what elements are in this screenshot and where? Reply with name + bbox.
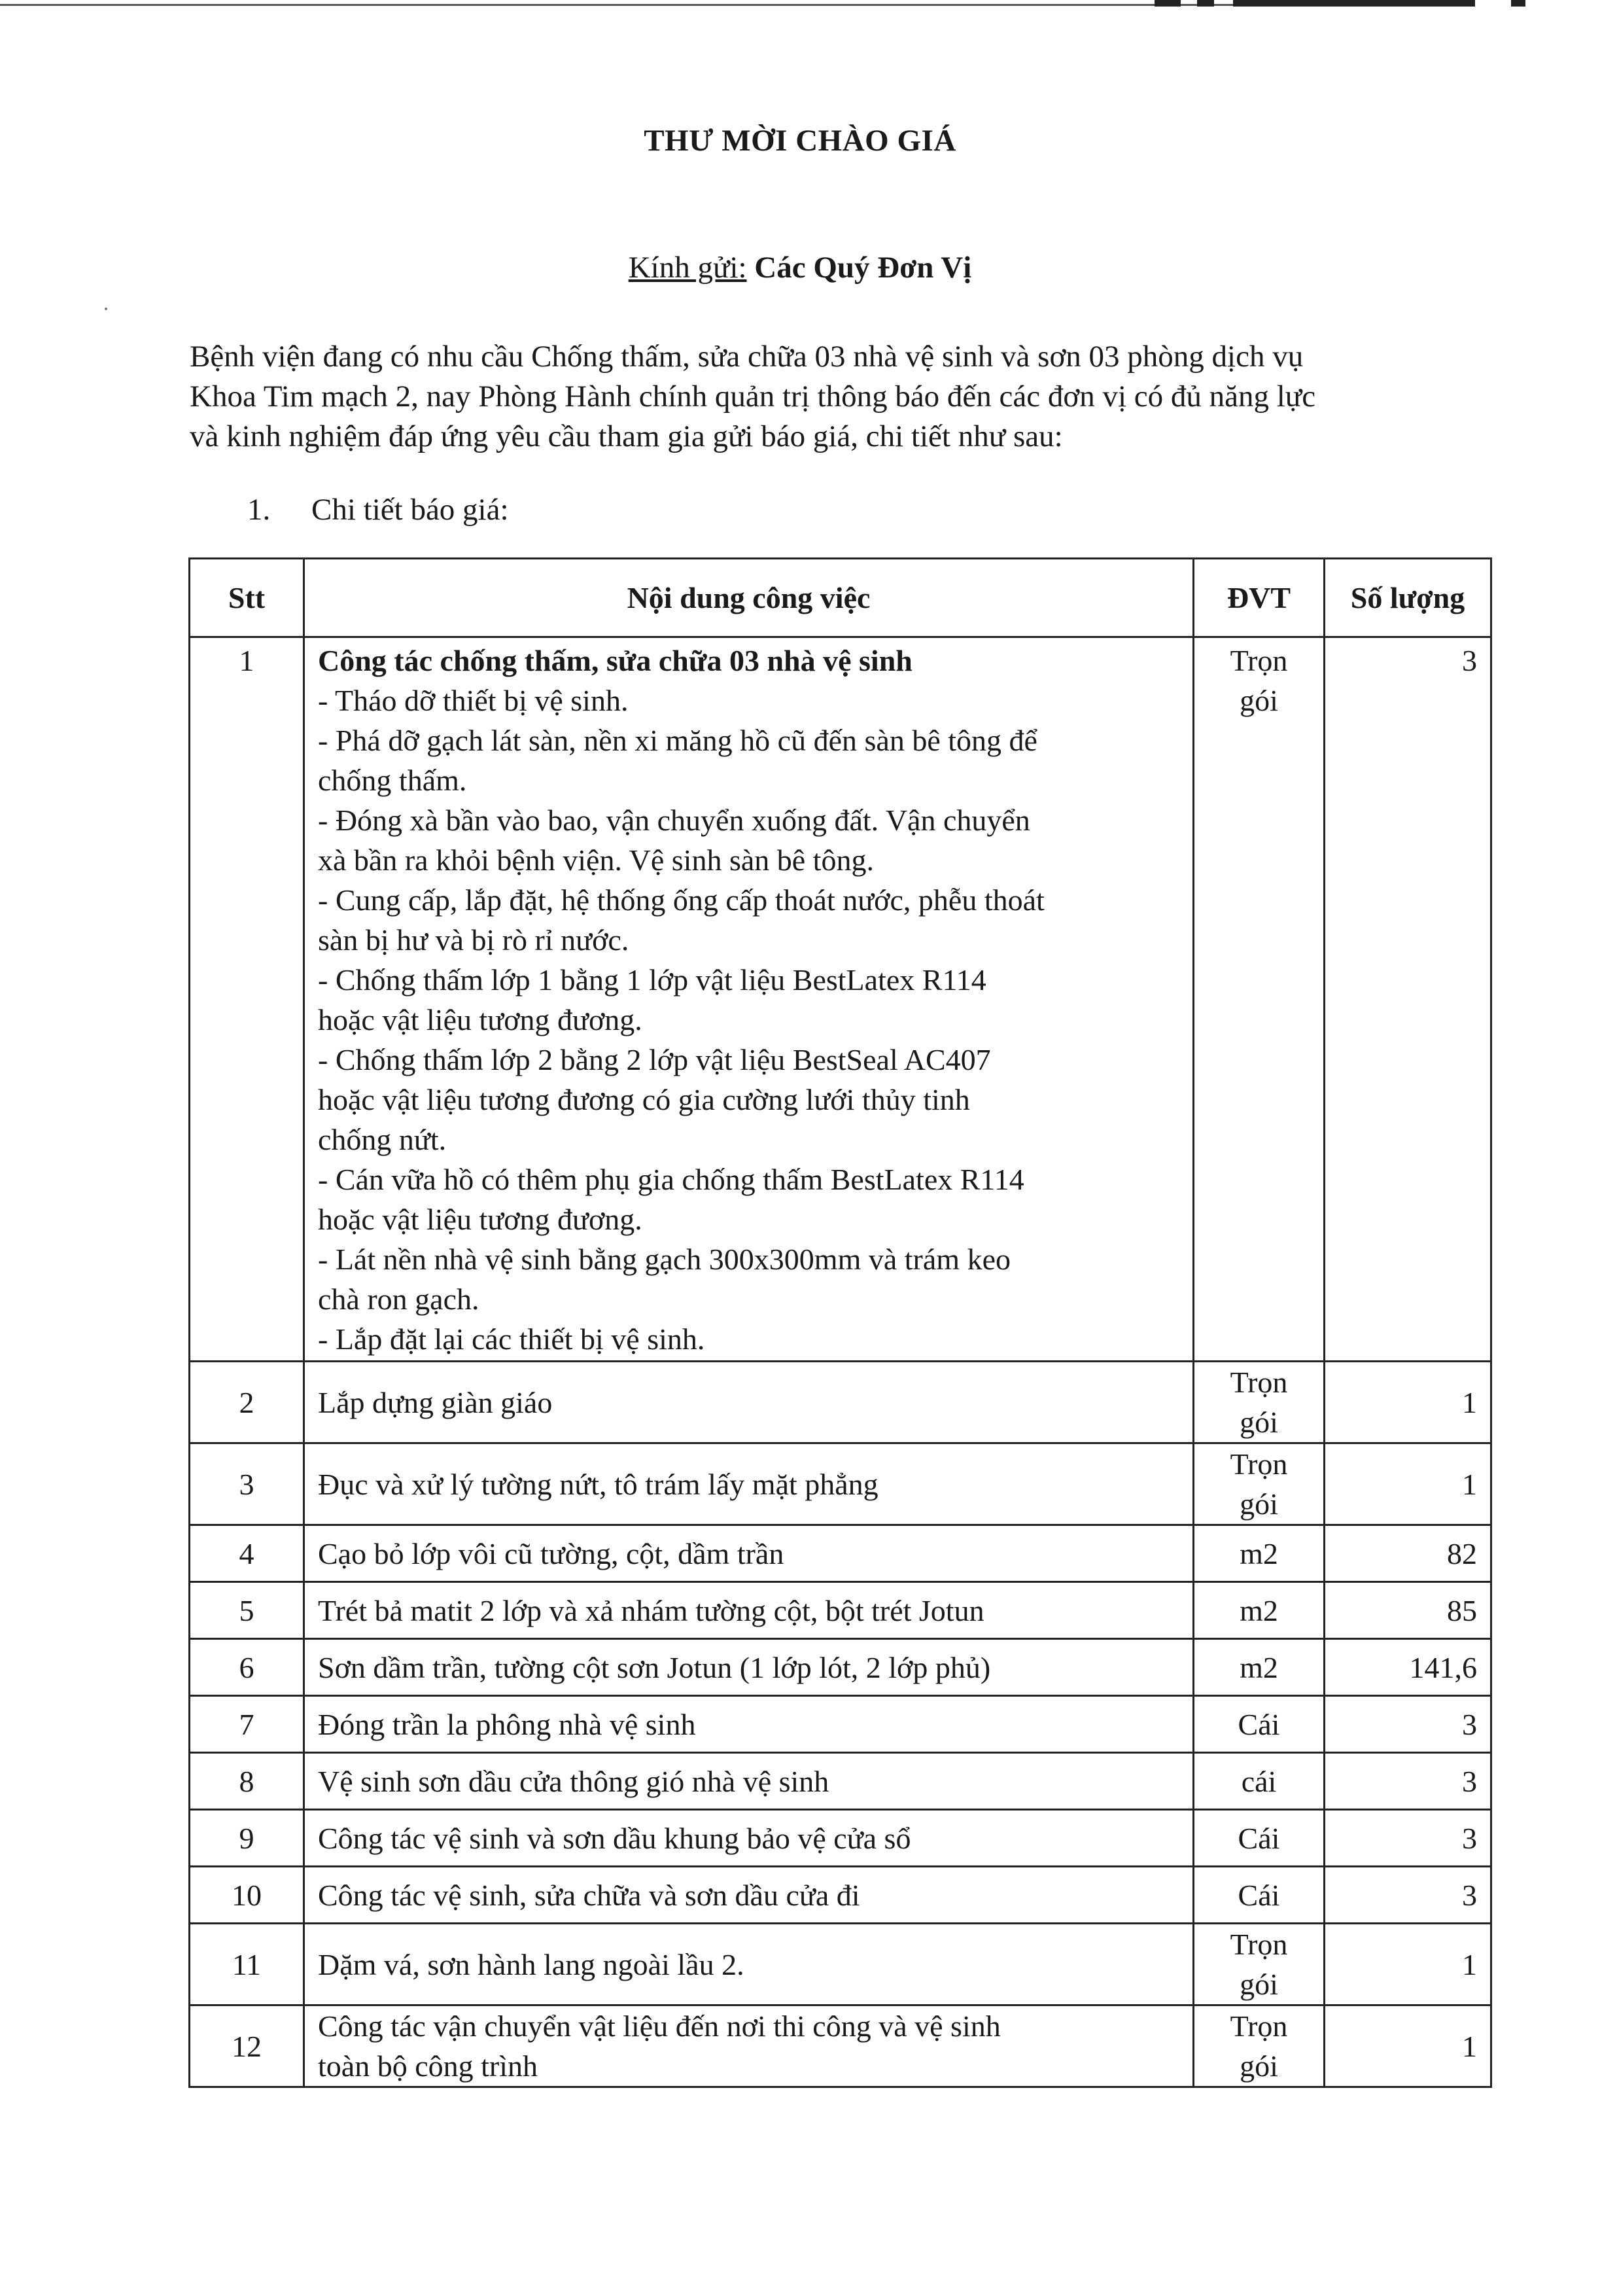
row-content: Vệ sinh sơn dầu cửa thông gió nhà vệ sinh	[304, 1753, 1194, 1810]
row-stt: 6	[190, 1639, 304, 1696]
row-content: Đóng trần la phông nhà vệ sinh	[304, 1696, 1194, 1753]
row-heading: Công tác chống thấm, sửa chữa 03 nhà vệ sinh	[318, 644, 913, 677]
row-detail-line: - Cán vữa hồ có thêm phụ gia chống thấm BestLatex R114	[318, 1163, 1024, 1196]
row-detail-line: - Phá dỡ gạch lát sàn, nền xi măng hồ cũ đến sàn bê tông để	[318, 724, 1037, 757]
row-unit	[1194, 1443, 1325, 1525]
table-row	[190, 1867, 1491, 1924]
row-detail-line: hoặc vật liệu tương đương.	[318, 1203, 642, 1236]
section-number: 1.	[247, 493, 271, 527]
row-unit-line: Trọn	[1230, 1928, 1288, 1961]
row-stt: 9	[190, 1810, 304, 1867]
row-stt: 7	[190, 1696, 304, 1753]
table-row	[190, 1696, 1491, 1753]
table-row	[190, 2005, 1491, 2087]
row-content: Đục và xử lý tường nứt, tô trám lấy mặt phẳng	[304, 1443, 1194, 1525]
row-detail-line: hoặc vật liệu tương đương.	[318, 1003, 642, 1036]
row-content: Công tác vệ sinh, sửa chữa và sơn dầu cửa đi	[304, 1867, 1194, 1924]
row-content: Trét bả matit 2 lớp và xả nhám tường cột, bột trét Jotun	[304, 1582, 1194, 1639]
intro-line: và kinh nghiệm đáp ứng yêu cầu tham gia gửi báo giá, chi tiết như sau:	[190, 419, 1063, 453]
row-quantity: 3	[1325, 1696, 1491, 1753]
row-stt: 11	[190, 1924, 304, 2005]
row-quantity: 3	[1325, 1867, 1491, 1924]
table-row	[190, 1924, 1491, 2005]
row-unit-line: gói	[1240, 684, 1278, 717]
row-stt: 2	[190, 1362, 304, 1443]
row-unit: Cái	[1194, 1867, 1325, 1924]
row-stt: 8	[190, 1753, 304, 1810]
intro-paragraph	[190, 337, 1491, 457]
document-title: THƯ MỜI CHÀO GIÁ	[644, 124, 956, 158]
section-title: Chi tiết báo giá:	[311, 493, 509, 527]
table-header-row	[190, 559, 1491, 637]
row-quantity: 141,6	[1325, 1639, 1491, 1696]
row-detail-line: chà ron gạch.	[318, 1282, 479, 1316]
table-row	[190, 1753, 1491, 1810]
row-unit-line: Trọn	[1230, 1447, 1288, 1481]
header-unit: ĐVT	[1194, 559, 1325, 637]
row-unit	[1194, 637, 1325, 1362]
row-detail-line: - Tháo dỡ thiết bị vệ sinh.	[318, 684, 629, 717]
row-detail-line: - Lắp đặt lại các thiết bị vệ sinh.	[318, 1322, 705, 1356]
salutation-label: Kính gửi:	[628, 251, 747, 285]
row-stt: 5	[190, 1582, 304, 1639]
row-quantity: 1	[1325, 2005, 1491, 2087]
row-unit: Cái	[1194, 1696, 1325, 1753]
table-row	[190, 1443, 1491, 1525]
row-stt: 1	[190, 637, 304, 1362]
table-row	[190, 1810, 1491, 1867]
row-content: Lắp dựng giàn giáo	[304, 1362, 1194, 1443]
row-content	[304, 2005, 1194, 2087]
row-unit: m2	[1194, 1525, 1325, 1582]
row-stt: 10	[190, 1867, 304, 1924]
row-unit-line: gói	[1240, 1487, 1278, 1521]
header-quantity: Số lượng	[1325, 559, 1491, 637]
scan-mark	[1511, 0, 1525, 7]
row-content: Công tác vệ sinh và sơn dầu khung bảo vệ cửa sổ	[304, 1810, 1194, 1867]
table-row	[190, 1639, 1491, 1696]
row-content	[304, 637, 1194, 1362]
scan-mark	[1197, 0, 1214, 7]
row-stt: 12	[190, 2005, 304, 2087]
row-quantity: 1	[1325, 1362, 1491, 1443]
row-detail-line: xà bần ra khỏi bệnh viện. Vệ sinh sàn bê tông.	[318, 843, 874, 877]
row-detail-line: chống thấm.	[318, 764, 467, 797]
row-unit: m2	[1194, 1639, 1325, 1696]
intro-line: Bệnh viện đang có nhu cầu Chống thấm, sửa chữa 03 nhà vệ sinh và sơn 03 phòng dịch vụ	[190, 340, 1304, 374]
scan-speck	[105, 308, 107, 310]
row-unit	[1194, 1362, 1325, 1443]
row-unit	[1194, 2005, 1325, 2087]
row-unit: Cái	[1194, 1810, 1325, 1867]
row-quantity: 3	[1325, 1753, 1491, 1810]
header-content: Nội dung công việc	[304, 559, 1194, 637]
table-row	[190, 1525, 1491, 1582]
scan-top-border	[0, 4, 1243, 6]
row-unit: cái	[1194, 1753, 1325, 1810]
header-stt: Stt	[190, 559, 304, 637]
row-quantity: 1	[1325, 1443, 1491, 1525]
row-detail-line: - Chống thấm lớp 1 bằng 1 lớp vật liệu BestLatex R114	[318, 963, 986, 997]
table-row	[190, 637, 1491, 1362]
row-unit	[1194, 1924, 1325, 2005]
row-content: Sơn dầm trần, tường cột sơn Jotun (1 lớp lót, 2 lớp phủ)	[304, 1639, 1194, 1696]
row-quantity: 82	[1325, 1525, 1491, 1582]
row-content: Cạo bỏ lớp vôi cũ tường, cột, dầm trần	[304, 1525, 1194, 1582]
table-row	[190, 1362, 1491, 1443]
row-stt: 4	[190, 1525, 304, 1582]
row-detail-line: chống nứt.	[318, 1123, 447, 1156]
row-unit-line: Trọn	[1230, 1366, 1288, 1399]
row-unit-line: gói	[1240, 2049, 1278, 2083]
table-row	[190, 1582, 1491, 1639]
quotation-table	[188, 557, 1492, 2088]
row-unit-line: Trọn	[1230, 644, 1288, 677]
row-detail-line: hoặc vật liệu tương đương có gia cường lưới thủy tinh	[318, 1083, 970, 1116]
row-quantity: 3	[1325, 1810, 1491, 1867]
row-stt: 3	[190, 1443, 304, 1525]
row-unit-line: gói	[1240, 1968, 1278, 2001]
row-content-line: Công tác vận chuyển vật liệu đến nơi thi công và vệ sinh	[318, 2009, 1001, 2043]
scan-mark	[1155, 0, 1181, 7]
row-detail-line: sàn bị hư và bị rò rỉ nước.	[318, 923, 629, 957]
section-heading	[247, 492, 509, 527]
row-detail-line: - Chống thấm lớp 2 bằng 2 lớp vật liệu BestSeal AC407	[318, 1043, 991, 1076]
salutation-recipient: Các Quý Đơn Vị	[754, 251, 972, 285]
row-content: Dặm vá, sơn hành lang ngoài lầu 2.	[304, 1924, 1194, 2005]
salutation	[0, 250, 1600, 285]
row-detail-line: - Cung cấp, lắp đặt, hệ thống ống cấp thoát nước, phễu thoát	[318, 883, 1045, 917]
row-unit-line: Trọn	[1230, 2009, 1288, 2043]
row-quantity: 85	[1325, 1582, 1491, 1639]
row-unit: m2	[1194, 1582, 1325, 1639]
row-quantity: 3	[1325, 637, 1491, 1362]
scan-mark	[1233, 0, 1475, 7]
row-detail-line: - Đóng xà bần vào bao, vận chuyển xuống đất. Vận chuyển	[318, 804, 1030, 837]
row-quantity: 1	[1325, 1924, 1491, 2005]
row-unit-line: gói	[1240, 1405, 1278, 1439]
row-detail-line: - Lát nền nhà vệ sinh bằng gạch 300x300mm và trám keo	[318, 1243, 1011, 1276]
intro-line: Khoa Tim mạch 2, nay Phòng Hành chính quản trị thông báo đến các đơn vị có đủ năng lực	[190, 380, 1316, 414]
row-content-line: toàn bộ công trình	[318, 2049, 538, 2083]
